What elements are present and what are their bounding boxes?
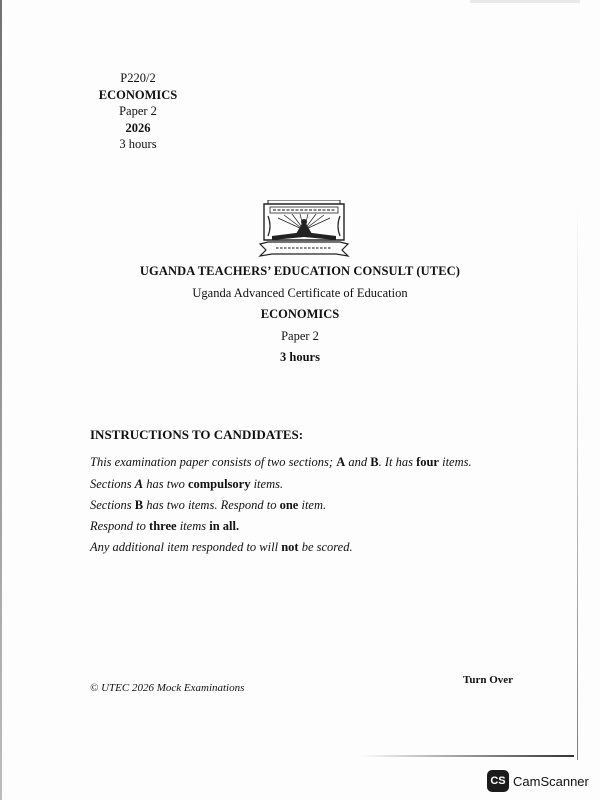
title-paper: Paper 2 [281,329,319,343]
header-paper: Paper 2 [119,104,157,118]
paper-header [88,70,188,153]
instruction-text: Sections [90,477,135,491]
title-duration: 3 hours [280,350,320,364]
instruction-line-4 [90,519,239,534]
header-subject: ECONOMICS [98,87,178,102]
instruction-emphasis: A [134,477,144,491]
camscanner-label: CamScanner [513,773,589,789]
instruction-emphasis: four [416,455,439,469]
instruction-emphasis: not [281,540,299,554]
paper-code: P220/2 [120,71,156,85]
title-subject: ECONOMICS [260,307,340,321]
copyright-notice: © UTEC 2026 Mock Examinations [90,682,245,694]
scan-shadow-bottom [360,755,574,757]
instruction-text: has two [143,477,188,491]
instruction-emphasis: A [336,455,346,469]
instruction-emphasis: one [279,498,299,512]
instruction-emphasis: compulsory [187,477,251,491]
instruction-text: items. [250,477,284,491]
instructions-heading: INSTRUCTIONS TO CANDIDATES: [90,427,304,442]
instruction-text: item. [298,498,327,512]
camscanner-watermark [487,770,589,792]
header-duration: 3 hours [119,137,157,151]
instruction-line-1 [90,455,472,470]
instruction-emphasis: B [134,498,144,512]
instruction-emphasis: three [149,519,177,533]
instruction-line-5 [90,540,353,555]
scan-shadow-right [577,200,578,760]
utec-crest-icon [258,200,350,260]
certificate-name: Uganda Advanced Certificate of Education [192,286,408,300]
camscanner-icon: CS [487,770,509,792]
instruction-text: Sections [90,498,135,512]
instruction-line-2 [90,477,283,492]
instruction-text: Any additional item responded to will [90,540,282,554]
instruction-text: has two items. Respond to [143,498,280,512]
instruction-emphasis: B [370,455,379,469]
header-year: 2026 [125,120,151,135]
instruction-line-3 [90,498,326,513]
instruction-text: . It has [378,455,417,469]
instruction-text: be scored. [298,540,353,554]
scan-smudge-top [470,0,580,3]
scan-shadow-left [0,0,2,800]
instruction-emphasis: in all. [209,519,240,533]
instruction-text: Respond to [90,519,150,533]
instruction-text: This examination paper consists of two sections; [90,455,337,469]
instruction-text: items. [438,455,472,469]
turn-over-label: Turn Over [463,674,514,686]
instruction-text: and [345,455,371,469]
instruction-text: items [176,519,210,533]
organization-name: UGANDA TEACHERS’ EDUCATION CONSULT (UTEC) [139,264,461,278]
